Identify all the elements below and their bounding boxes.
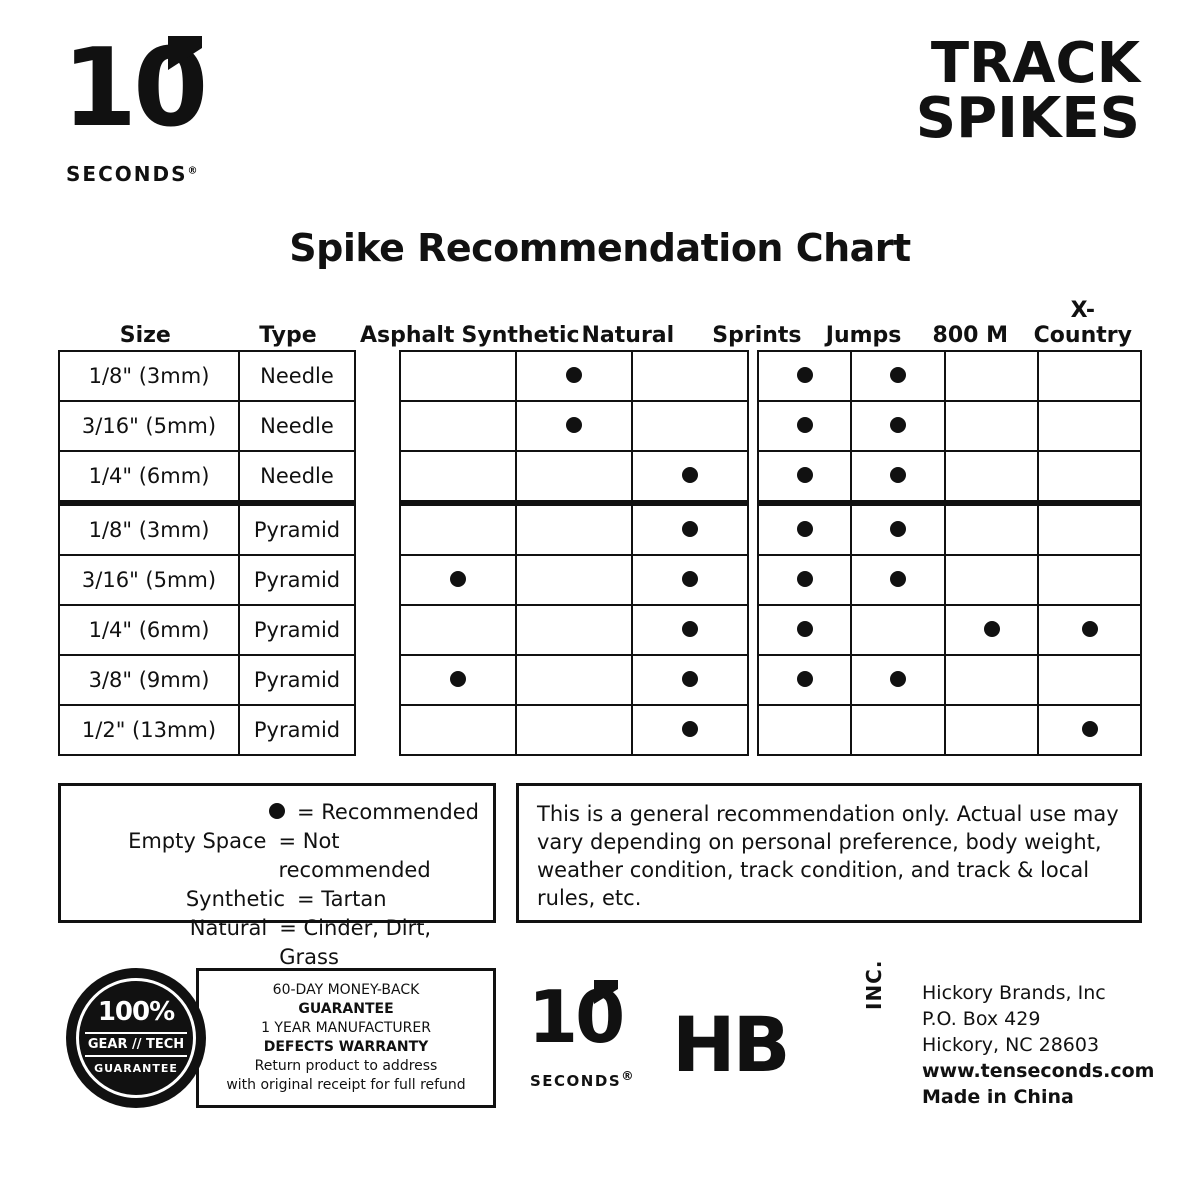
warranty-line-3: 1 YEAR MANUFACTURER xyxy=(261,1020,431,1036)
cell-800m xyxy=(945,451,1038,503)
table-row xyxy=(400,605,748,655)
recommended-dot-icon xyxy=(1082,721,1098,737)
recommended-dot-icon xyxy=(566,417,582,433)
legend-key: Synthetic xyxy=(185,887,285,911)
cell-size: 3/8" (9mm) xyxy=(59,655,239,705)
warranty-box xyxy=(196,968,496,1108)
recommended-dot-icon xyxy=(797,417,813,433)
cell-jumps xyxy=(851,655,944,705)
legend-item xyxy=(75,885,479,914)
cell-synthetic xyxy=(516,605,632,655)
address-po-box: P.O. Box 429 xyxy=(922,1008,1041,1030)
cell-size: 1/8" (3mm) xyxy=(59,503,239,555)
seal-percent: 100% xyxy=(97,997,175,1027)
cell-asphalt xyxy=(400,451,516,503)
cell-800m xyxy=(945,655,1038,705)
cell-jumps xyxy=(851,351,944,401)
cell-natural xyxy=(632,555,748,605)
cell-type: Needle xyxy=(239,351,355,401)
cell-xcountry xyxy=(1038,401,1141,451)
brand-word xyxy=(66,162,200,186)
address-origin: Made in China xyxy=(922,1086,1074,1108)
cell-type: Pyramid xyxy=(239,503,355,555)
table-row xyxy=(59,555,355,605)
recommended-dot-icon xyxy=(984,621,1000,637)
hb-inc-label: INC. xyxy=(862,959,886,1010)
cell-type: Pyramid xyxy=(239,705,355,755)
address-company: Hickory Brands, Inc xyxy=(922,982,1106,1004)
cell-sprints xyxy=(758,503,851,555)
footer-brand-word-text: SECONDS xyxy=(530,1072,622,1090)
page-title: Spike Recommendation Chart xyxy=(289,226,911,270)
event-table xyxy=(757,350,1142,756)
cell-xcountry xyxy=(1038,451,1141,503)
cell-jumps xyxy=(851,503,944,555)
cell-type: Needle xyxy=(239,401,355,451)
recommended-dot-icon xyxy=(450,671,466,687)
product-line-2: SPIKES xyxy=(915,86,1140,151)
table-row xyxy=(59,401,355,451)
recommended-dot-icon xyxy=(890,671,906,687)
cell-natural xyxy=(632,605,748,655)
recommended-dot-icon xyxy=(797,621,813,637)
cell-800m xyxy=(945,605,1038,655)
matrix-header-row xyxy=(58,298,1142,348)
cell-xcountry xyxy=(1038,351,1141,401)
header-size: Size xyxy=(119,323,171,348)
cell-asphalt xyxy=(400,401,516,451)
recommended-dot-icon xyxy=(890,467,906,483)
header-asphalt: Asphalt xyxy=(360,323,455,348)
product-line-title xyxy=(915,31,1140,151)
cell-xcountry xyxy=(1038,503,1141,555)
cell-sprints xyxy=(758,705,851,755)
legend-value: = Recommended xyxy=(297,800,479,824)
cell-synthetic xyxy=(516,705,632,755)
cell-size: 3/16" (5mm) xyxy=(59,555,239,605)
cell-size: 1/4" (6mm) xyxy=(59,451,239,503)
table-row xyxy=(758,401,1141,451)
table-row xyxy=(59,655,355,705)
cell-asphalt xyxy=(400,503,516,555)
table-row xyxy=(758,451,1141,503)
brand-word-text: SECONDS xyxy=(66,162,188,186)
warranty-line-1: 60-DAY MONEY-BACK xyxy=(272,982,420,998)
cell-type: Pyramid xyxy=(239,655,355,705)
recommended-dot-icon xyxy=(566,367,582,383)
cell-size: 1/4" (6mm) xyxy=(59,605,239,655)
footer-brand-number: 10 xyxy=(528,975,623,1059)
cell-sprints xyxy=(758,401,851,451)
header-jumps: Jumps xyxy=(825,323,902,348)
cell-synthetic xyxy=(516,401,632,451)
cell-synthetic xyxy=(516,555,632,605)
footer-brand-word xyxy=(530,1068,635,1090)
cell-xcountry xyxy=(1038,605,1141,655)
table-row xyxy=(400,351,748,401)
table-row xyxy=(400,705,748,755)
cell-size: 3/16" (5mm) xyxy=(59,401,239,451)
legend-key: Empty Space xyxy=(128,829,267,853)
cell-sprints xyxy=(758,451,851,503)
cell-asphalt xyxy=(400,555,516,605)
recommended-dot-icon xyxy=(797,521,813,537)
cell-natural xyxy=(632,401,748,451)
cell-sprints xyxy=(758,351,851,401)
cell-synthetic xyxy=(516,655,632,705)
recommended-dot-icon xyxy=(890,521,906,537)
table-row xyxy=(400,401,748,451)
product-line-1: TRACK xyxy=(930,31,1140,96)
warranty-line-6: with original receipt for full refund xyxy=(226,1077,466,1093)
seal-inner xyxy=(76,978,196,1098)
recommended-dot-icon xyxy=(682,521,698,537)
cell-xcountry xyxy=(1038,655,1141,705)
table-row xyxy=(758,655,1141,705)
table-row xyxy=(400,555,748,605)
footer-ten-seconds-logo xyxy=(528,975,658,1100)
hb-logo: HB xyxy=(672,1000,788,1089)
size-type-table xyxy=(58,350,356,756)
recommended-dot-icon xyxy=(682,571,698,587)
address-website[interactable]: www.tenseconds.com xyxy=(922,1060,1155,1082)
header-synthetic: Synthetic xyxy=(461,323,580,348)
table-row xyxy=(400,451,748,503)
recommended-dot-icon xyxy=(890,571,906,587)
recommended-dot-icon xyxy=(890,367,906,383)
table-row xyxy=(59,503,355,555)
legend-value: = Not recommended xyxy=(278,829,431,882)
cell-size: 1/2" (13mm) xyxy=(59,705,239,755)
cell-type: Needle xyxy=(239,451,355,503)
disclaimer-box xyxy=(516,783,1142,923)
cell-synthetic xyxy=(516,503,632,555)
legend-dot-icon xyxy=(75,798,297,827)
cell-sprints xyxy=(758,655,851,705)
table-row xyxy=(59,451,355,503)
cell-natural xyxy=(632,705,748,755)
company-address xyxy=(922,980,1154,1110)
cell-asphalt xyxy=(400,655,516,705)
cell-jumps xyxy=(851,451,944,503)
legend-item xyxy=(75,798,479,827)
warranty-line-2: GUARANTEE xyxy=(298,1001,394,1017)
cell-jumps xyxy=(851,555,944,605)
recommended-dot-icon xyxy=(890,417,906,433)
address-city-state: Hickory, NC 28603 xyxy=(922,1034,1100,1056)
recommended-dot-icon xyxy=(682,671,698,687)
seal-guarantee: GUARANTEE xyxy=(94,1062,178,1075)
header-type: Type xyxy=(259,323,317,348)
legend-value: = Tartan xyxy=(297,887,387,911)
recommended-dot-icon xyxy=(797,467,813,483)
cell-type: Pyramid xyxy=(239,555,355,605)
seal-gear-tech: GEAR // TECH xyxy=(85,1032,187,1057)
footer-trademark-mark: ® xyxy=(621,1068,636,1083)
cell-800m xyxy=(945,351,1038,401)
cell-type: Pyramid xyxy=(239,605,355,655)
cell-natural xyxy=(632,655,748,705)
cell-size: 1/8" (3mm) xyxy=(59,351,239,401)
brand-number: 10 xyxy=(62,26,205,151)
cell-sprints xyxy=(758,555,851,605)
table-row xyxy=(758,555,1141,605)
recommended-dot-icon xyxy=(1082,621,1098,637)
recommended-dot-icon xyxy=(797,367,813,383)
surface-table xyxy=(399,350,749,756)
legend-item xyxy=(75,914,479,972)
legend-item xyxy=(75,827,479,885)
header-sprints: Sprints xyxy=(712,323,802,348)
cell-jumps xyxy=(851,605,944,655)
cell-synthetic xyxy=(516,351,632,401)
table-row xyxy=(59,351,355,401)
legend-key: Natural xyxy=(189,916,268,940)
cell-800m xyxy=(945,705,1038,755)
cell-asphalt xyxy=(400,705,516,755)
cell-xcountry xyxy=(1038,705,1141,755)
header-800m: 800 M xyxy=(932,323,1009,348)
cell-natural xyxy=(632,503,748,555)
table-row xyxy=(59,705,355,755)
warranty-line-5: Return product to address xyxy=(254,1058,438,1074)
disclaimer-text: This is a general recommendation only. Actual use may vary depending on personal preference, body weight, weather condition, track condition, and track & local rules, etc. xyxy=(537,802,1119,910)
trademark-mark: ® xyxy=(187,165,200,177)
table-row xyxy=(400,655,748,705)
cell-xcountry xyxy=(1038,555,1141,605)
cell-800m xyxy=(945,401,1038,451)
table-row xyxy=(758,351,1141,401)
cell-synthetic xyxy=(516,451,632,503)
table-row xyxy=(758,705,1141,755)
recommended-dot-icon xyxy=(797,671,813,687)
recommendation-matrix xyxy=(58,298,1142,742)
cell-asphalt xyxy=(400,351,516,401)
recommended-dot-icon xyxy=(450,571,466,587)
table-row xyxy=(59,605,355,655)
legend-box xyxy=(58,783,496,969)
ten-seconds-logo xyxy=(62,26,242,194)
cell-natural xyxy=(632,351,748,401)
header-natural: Natural xyxy=(581,323,675,348)
recommended-dot-icon xyxy=(682,721,698,737)
flag-icon xyxy=(594,980,618,1004)
recommended-dot-icon xyxy=(797,571,813,587)
legend-value: = Cinder, Dirt, Grass xyxy=(279,916,432,969)
cell-jumps xyxy=(851,705,944,755)
warranty-line-4: DEFECTS WARRANTY xyxy=(263,1039,429,1055)
table-row xyxy=(758,503,1141,555)
guarantee-seal-icon xyxy=(66,968,206,1108)
recommended-dot-icon xyxy=(682,621,698,637)
recommended-dot-icon xyxy=(682,467,698,483)
table-row xyxy=(758,605,1141,655)
cell-asphalt xyxy=(400,605,516,655)
header-xcountry: X-Country xyxy=(1033,298,1132,348)
recommended-dot-icon xyxy=(269,803,285,819)
cell-800m xyxy=(945,555,1038,605)
cell-natural xyxy=(632,451,748,503)
table-row xyxy=(400,503,748,555)
cell-sprints xyxy=(758,605,851,655)
cell-jumps xyxy=(851,401,944,451)
cell-800m xyxy=(945,503,1038,555)
flag-icon xyxy=(168,36,202,70)
